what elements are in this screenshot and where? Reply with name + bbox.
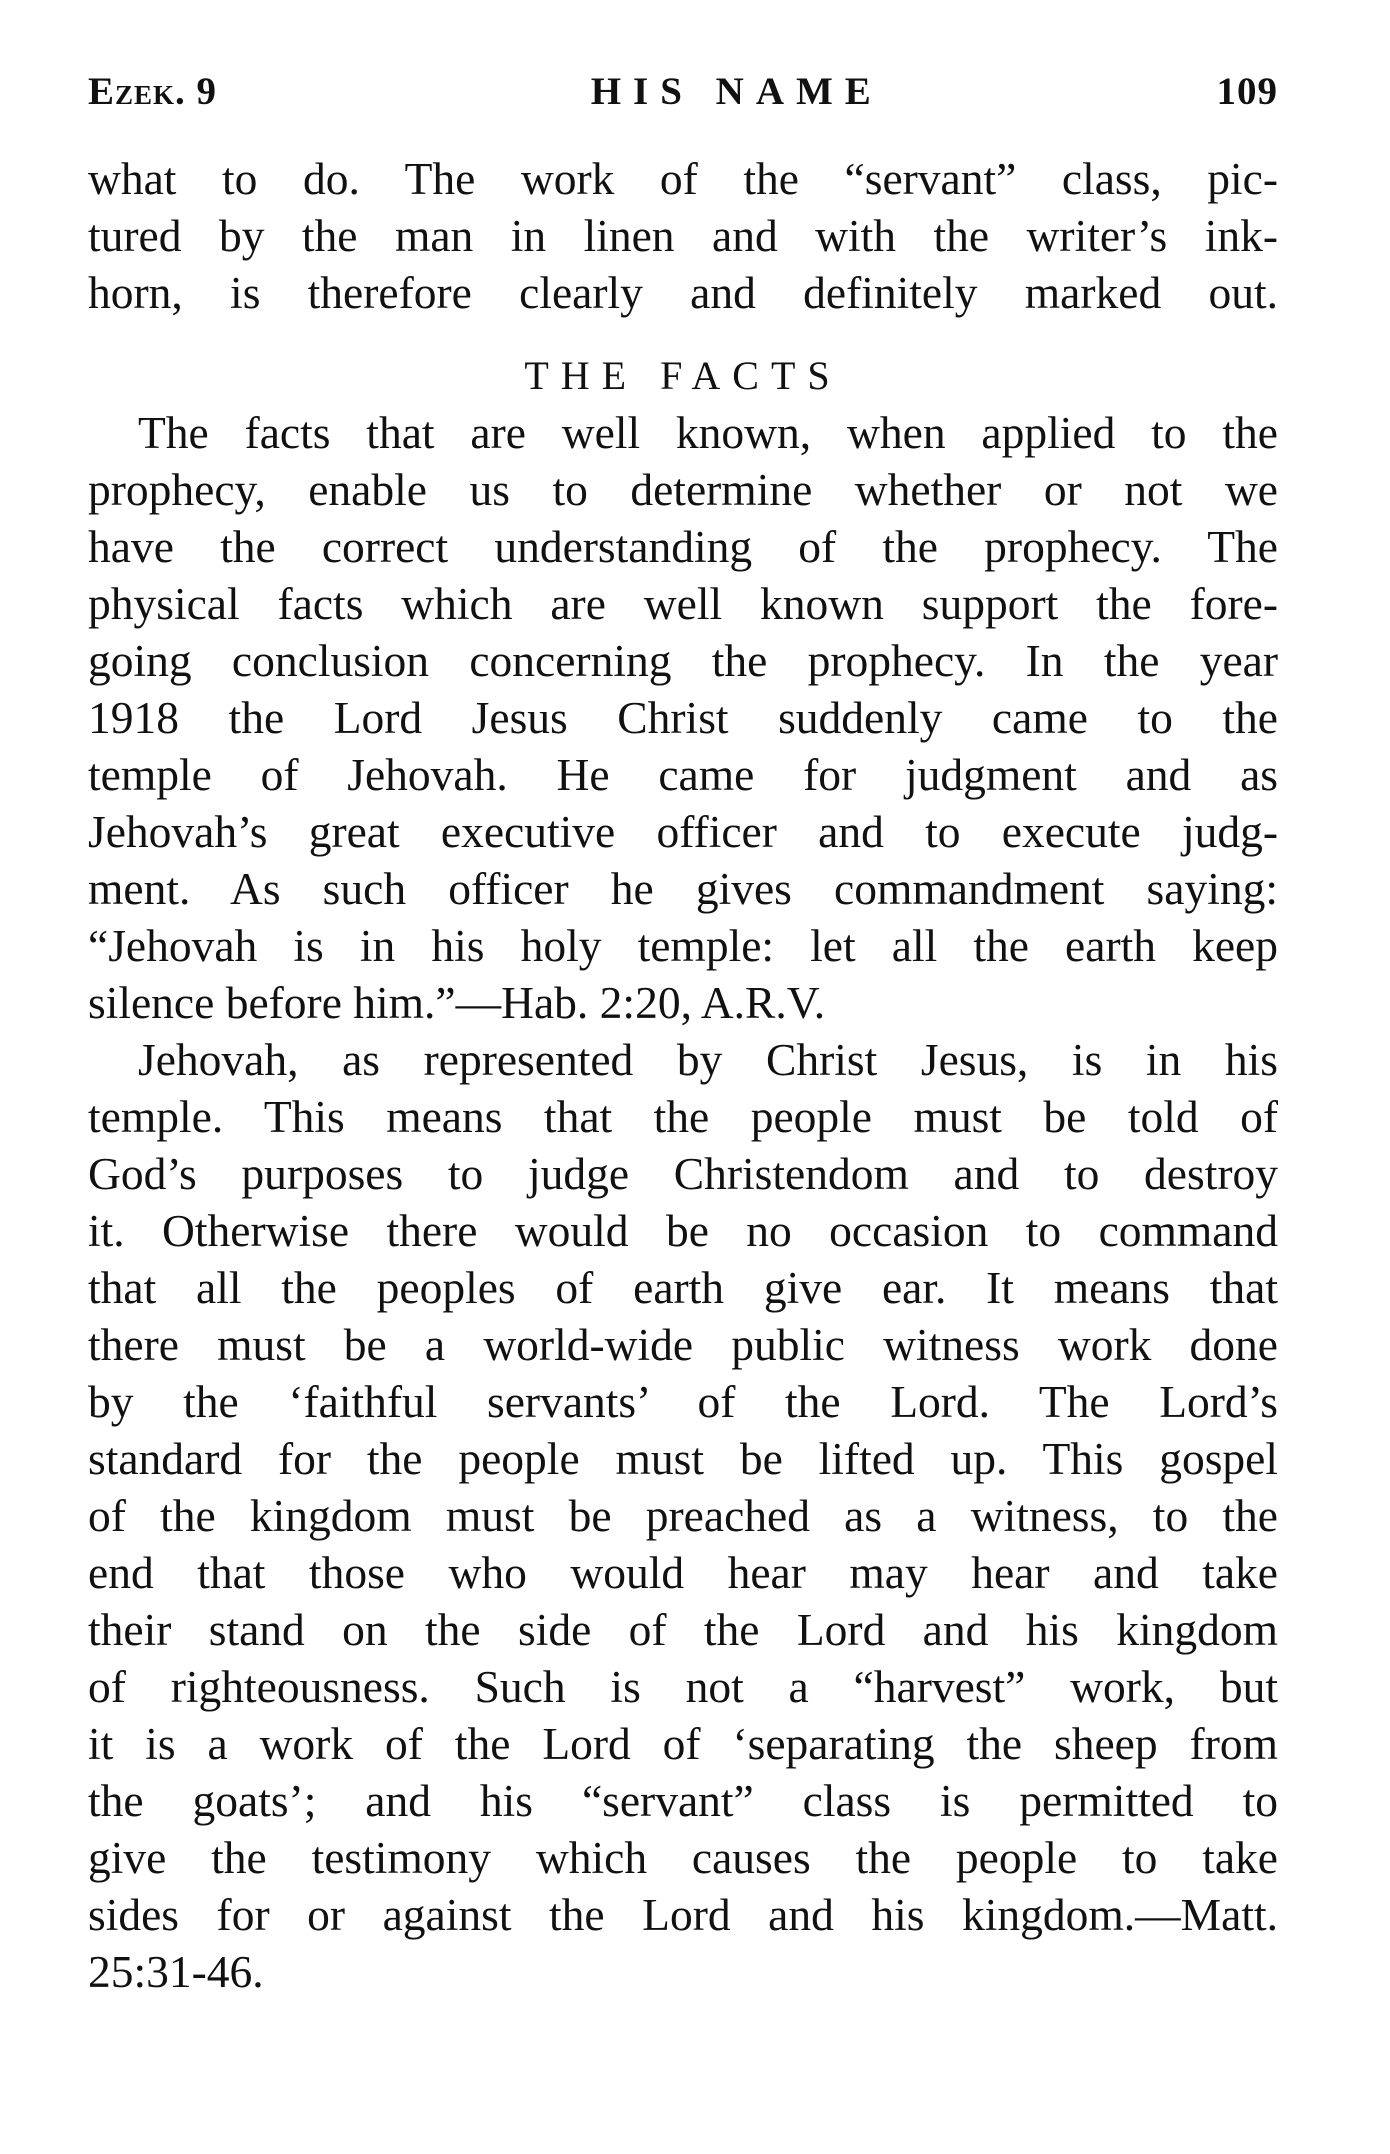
text-line: end that those who would hear may hear and take (88, 1547, 1278, 1598)
text-line: the goats’; and his “servant” class is permitted to (88, 1775, 1278, 1826)
text-line: there must be a world-wide public witness work done (88, 1319, 1278, 1370)
text-line: sides for or against the Lord and his kingdom.—Matt. (88, 1889, 1278, 1940)
text-line: of righteousness. Such is not a “harvest” work, but (88, 1661, 1278, 1712)
running-title: HIS NAME (590, 70, 883, 113)
running-head (88, 72, 1278, 122)
text-line: silence before him.”—Hab. 2:20, A.R.V. (88, 977, 826, 1028)
text-line: prophecy, enable us to determine whether or not we (88, 464, 1278, 515)
text-line: 25:31-46. (88, 1946, 264, 1997)
text-line: horn, is therefore clearly and definitely marked out. (88, 267, 1278, 318)
text-line: The facts that are well known, when applied to the (138, 407, 1278, 458)
page-number: 109 (1216, 70, 1278, 113)
text-line: Jehovah, as represented by Christ Jesus, is in his (138, 1034, 1278, 1085)
paragraph-2 (88, 404, 1278, 1031)
text-line: it. Otherwise there would be no occasion to command (88, 1205, 1278, 1256)
paragraph-1 (88, 150, 1278, 321)
text-line: of the kingdom must be preached as a witness, to the (88, 1490, 1278, 1541)
text-line: what to do. The work of the “servant” class, pic- (88, 153, 1278, 204)
text-line: it is a work of the Lord of ‘separating the sheep from (88, 1718, 1278, 1769)
section-heading: THE FACTS (524, 353, 842, 398)
text-line: going conclusion concerning the prophecy. In the year (88, 635, 1278, 686)
chapter-reference: Ezek. 9 (88, 70, 218, 113)
text-line: ment. As such officer he gives commandment saying: (88, 863, 1278, 914)
text-line: 1918 the Lord Jesus Christ suddenly came to the (88, 692, 1278, 743)
text-line: temple of Jehovah. He came for judgment and as (88, 749, 1278, 800)
text-line: Jehovah’s great executive officer and to execute judg- (88, 806, 1278, 857)
text-line: that all the peoples of earth give ear. It means that (88, 1262, 1278, 1313)
text-line: physical facts which are well known support the fore- (88, 578, 1278, 629)
text-line: “Jehovah is in his holy temple: let all the earth keep (88, 920, 1278, 971)
text-line: by the ‘faithful servants’ of the Lord. The Lord’s (88, 1376, 1278, 1427)
book-page (88, 72, 1278, 2000)
text-line: temple. This means that the people must be told of (88, 1091, 1278, 1142)
paragraph-3 (88, 1031, 1278, 2000)
text-line: their stand on the side of the Lord and his kingdom (88, 1604, 1278, 1655)
text-line: have the correct understanding of the prophecy. The (88, 521, 1278, 572)
text-line: tured by the man in linen and with the writer’s ink- (88, 210, 1278, 261)
text-line: standard for the people must be lifted up. This gospel (88, 1433, 1278, 1484)
text-line: God’s purposes to judge Christendom and to destroy (88, 1148, 1278, 1199)
text-line: give the testimony which causes the people to take (88, 1832, 1278, 1883)
body-text (88, 150, 1278, 2000)
